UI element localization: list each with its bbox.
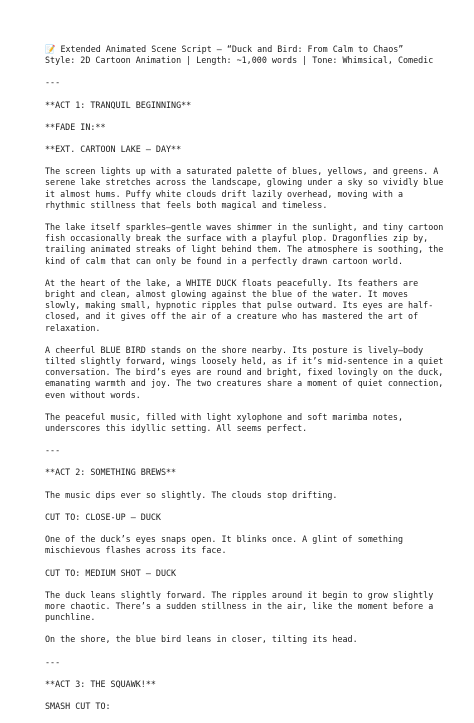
body-paragraph: One of the duck’s eyes snaps open. It blinks once. A glint of something mischievous flashes across its face.: [45, 534, 409, 556]
body-paragraph: The music dips ever so slightly. The clouds stop drifting.: [45, 489, 338, 500]
divider: ---: [45, 445, 61, 456]
body-paragraph: On the shore, the blue bird leans in closer, tilting its head.: [45, 634, 358, 645]
body-paragraph: A cheerful BLUE BIRD stands on the shore nearby. Its posture is lively—body tilted slightly forward, wings loosely held, as if it’s mid-sentence in a quiet conversation. The bird’s eyes are round and bright, fixed lovingly on the duck, emanating warmth and joy. The two creatures share a moment of quiet connection, even without words.: [45, 344, 449, 400]
cut-line: SMASH CUT TO:: [45, 700, 111, 711]
act-heading: **ACT 3: THE SQUAWK!**: [45, 678, 156, 689]
transition-line: **FADE IN:**: [45, 121, 106, 132]
body-paragraph: At the heart of the lake, a WHITE DUCK floats peacefully. Its feathers are bright and clean, almost glowing against the blue of the water. It moves slowly, making small, hypnotic ripples that pulse outward. Its eyes are half-closed, and it gives off the air of a creature who has mastered the art of relaxation.: [45, 277, 434, 333]
body-paragraph: The peaceful music, filled with light xylophone and soft marimba notes, underscores this idyllic setting. All seems perfect.: [45, 411, 409, 434]
cut-line: CUT TO: MEDIUM SHOT – DUCK: [45, 567, 177, 578]
script-document: [45, 44, 449, 723]
act-heading: **ACT 2: SOMETHING BREWS**: [45, 467, 177, 478]
divider: ---: [45, 77, 61, 88]
body-paragraph: The duck leans slightly forward. The ripples around it begin to grow slightly more chaotic. There’s a sudden stillness in the air, like the moment before a punchline.: [45, 589, 439, 623]
body-paragraph: The screen lights up with a saturated palette of blues, yellows, and greens. A serene lake stretches across the landscape, glowing under a sky so vividly blue it almost hums. Puffy white clouds drift lazily overhead, moving with a rhythmic stillness that feels both magical and timeless.: [45, 166, 449, 210]
divider: ---: [45, 656, 61, 667]
cut-line: CUT TO: CLOSE-UP – DUCK: [45, 511, 161, 522]
act-heading: **ACT 1: TRANQUIL BEGINNING**: [45, 99, 192, 110]
script-header: 📝 Extended Animated Scene Script – “Duck and Bird: From Calm to Chaos” Style: 2D Cartoon Animation | Length: ~1,000 words | Tone: Whimsical, Comedic: [45, 44, 434, 66]
body-paragraph: The lake itself sparkles—gentle waves shimmer in the sunlight, and tiny cartoon fish occasionally break the surface with a playful plop. Dragonflies zip by, trailing animated streaks of light behind them. The atmosphere is soothing, the kind of calm that can only be found in a perfectly drawn cartoon world.: [45, 222, 449, 266]
scene-heading: **EXT. CARTOON LAKE – DAY**: [45, 144, 182, 155]
